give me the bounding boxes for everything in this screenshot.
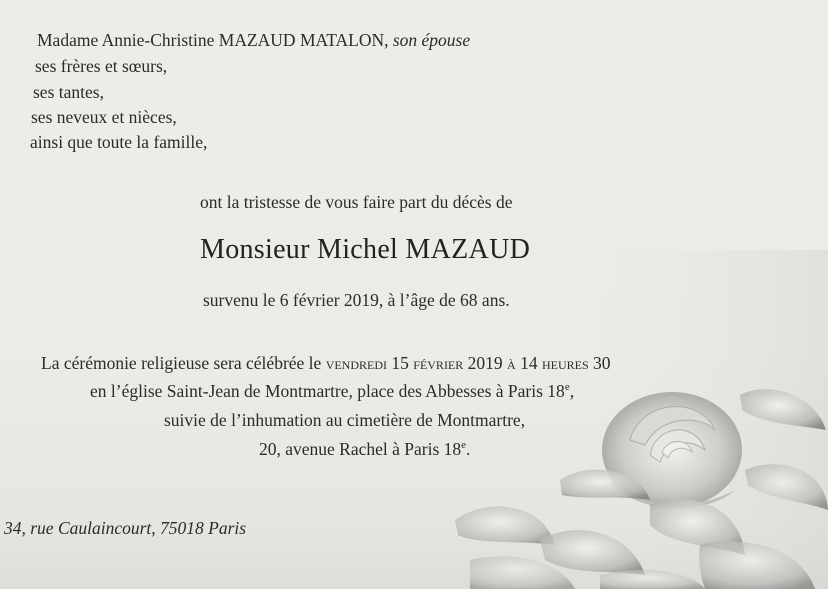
ceremony-month: février xyxy=(413,353,464,373)
ceremony-hour: 14 xyxy=(520,353,538,373)
ceremony-intro: La cérémonie religieuse sera célébrée le xyxy=(41,353,322,373)
spouse-role: son épouse xyxy=(392,30,471,50)
ceremony-line-3: suivie de l’inhumation au cimetière de Montmartre, xyxy=(164,410,526,430)
ceremony-line-1 xyxy=(41,353,611,373)
deceased-name: Monsieur Michel MAZAUD xyxy=(200,234,531,265)
family-address: 34, rue Caulaincourt, 75018 Paris xyxy=(4,518,247,538)
arrondissement-suffix: e xyxy=(564,381,570,393)
ceremony-minutes: 30 xyxy=(593,353,611,373)
cemetery-arrondissement-suffix: e xyxy=(461,439,467,451)
ceremony-hours-word: heures xyxy=(541,353,589,373)
death-info: survenu le 6 février 2019, à l’âge de 68 ans. xyxy=(203,290,510,310)
family-line-all: ainsi que toute la famille, xyxy=(30,132,208,152)
church-location: en l’église Saint-Jean de Montmartre, place des Abbesses à Paris 18 xyxy=(90,381,565,401)
cemetery-address: 20, avenue Rachel à Paris 18 xyxy=(259,439,462,459)
family-line-siblings: ses frères et sœurs, xyxy=(35,56,168,76)
ceremony-year: 2019 xyxy=(467,353,503,373)
ceremony-weekday: vendredi xyxy=(325,353,388,373)
family-line-nephews: ses neveux et nièces, xyxy=(31,107,177,127)
spouse-name: Madame Annie-Christine MAZAUD MATALON, xyxy=(37,30,389,50)
ceremony-line-4 xyxy=(259,439,470,459)
cemetery-address-end: . xyxy=(466,439,471,459)
family-line-aunts: ses tantes, xyxy=(33,82,104,102)
ceremony-line-2 xyxy=(90,381,574,401)
announcement-intro: ont la tristesse de vous faire part du décès de xyxy=(200,192,513,212)
ceremony-day: 15 xyxy=(391,353,409,373)
church-location-end: , xyxy=(569,381,575,401)
family-line-spouse xyxy=(37,30,470,50)
ceremony-at: à xyxy=(507,353,516,373)
